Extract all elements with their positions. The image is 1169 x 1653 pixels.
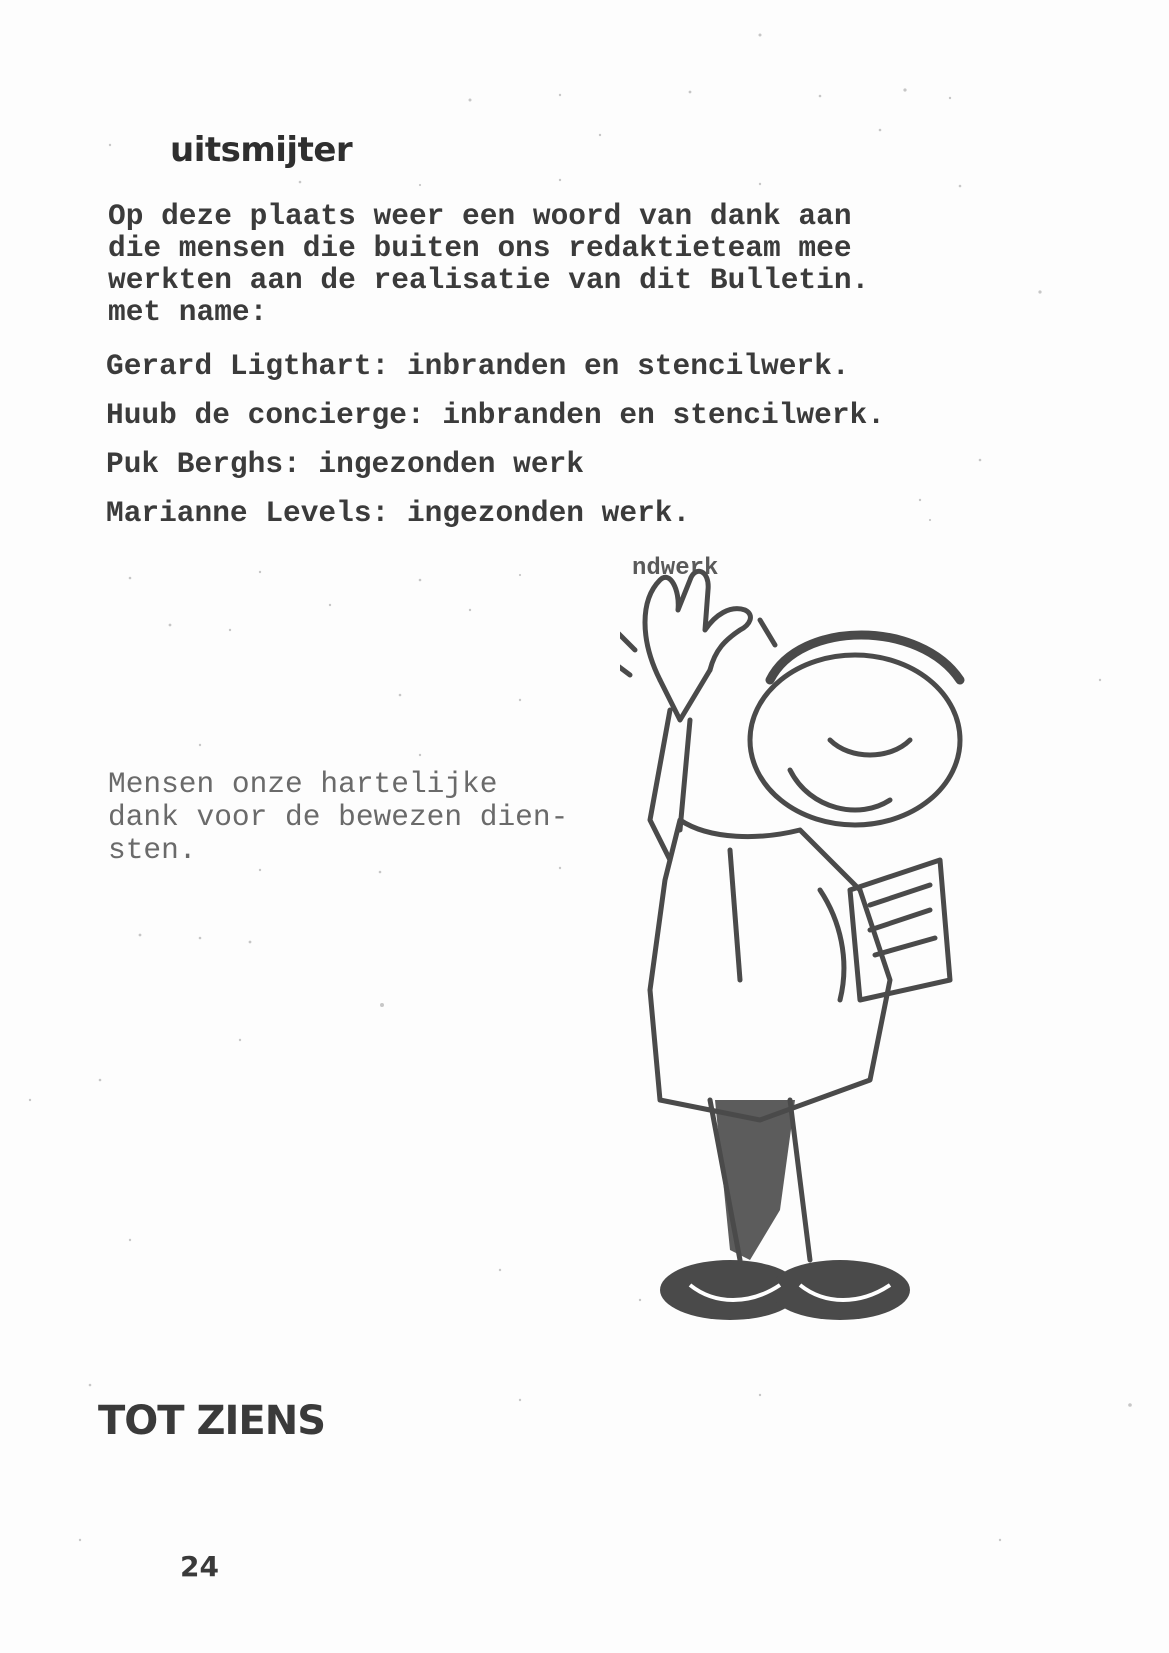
section-heading: uitsmijter	[170, 130, 353, 170]
credit-item: Gerard Ligthart: inbranden en stencilwerk.	[106, 349, 850, 383]
page-number: 24	[180, 1550, 219, 1583]
intro-paragraph	[108, 200, 1008, 328]
thanks-paragraph	[108, 768, 648, 867]
intro-line: die mensen die buiten ons redaktieteam mee	[108, 231, 852, 265]
credit-item: Huub de concierge: inbranden en stencilwerk.	[106, 398, 885, 432]
thanks-line: sten.	[108, 833, 197, 867]
text-fragment: ndwerk	[632, 555, 719, 582]
intro-line: werkten aan de realisatie van dit Bulletin.	[108, 263, 870, 297]
intro-line: met name:	[108, 295, 268, 329]
farewell-heading: TOT ZIENS	[98, 1398, 325, 1444]
thanks-line: Mensen onze hartelijke	[108, 767, 498, 801]
credit-item: Marianne Levels: ingezonden werk.	[106, 496, 691, 530]
cartoon-figure-illustration	[620, 560, 1000, 1360]
thanks-line: dank voor de bewezen dien-	[108, 800, 569, 834]
credits-list	[106, 348, 1026, 544]
credit-item: Puk Berghs: ingezonden werk	[106, 447, 584, 481]
intro-line: Op deze plaats weer een woord van dank aan	[108, 199, 852, 233]
